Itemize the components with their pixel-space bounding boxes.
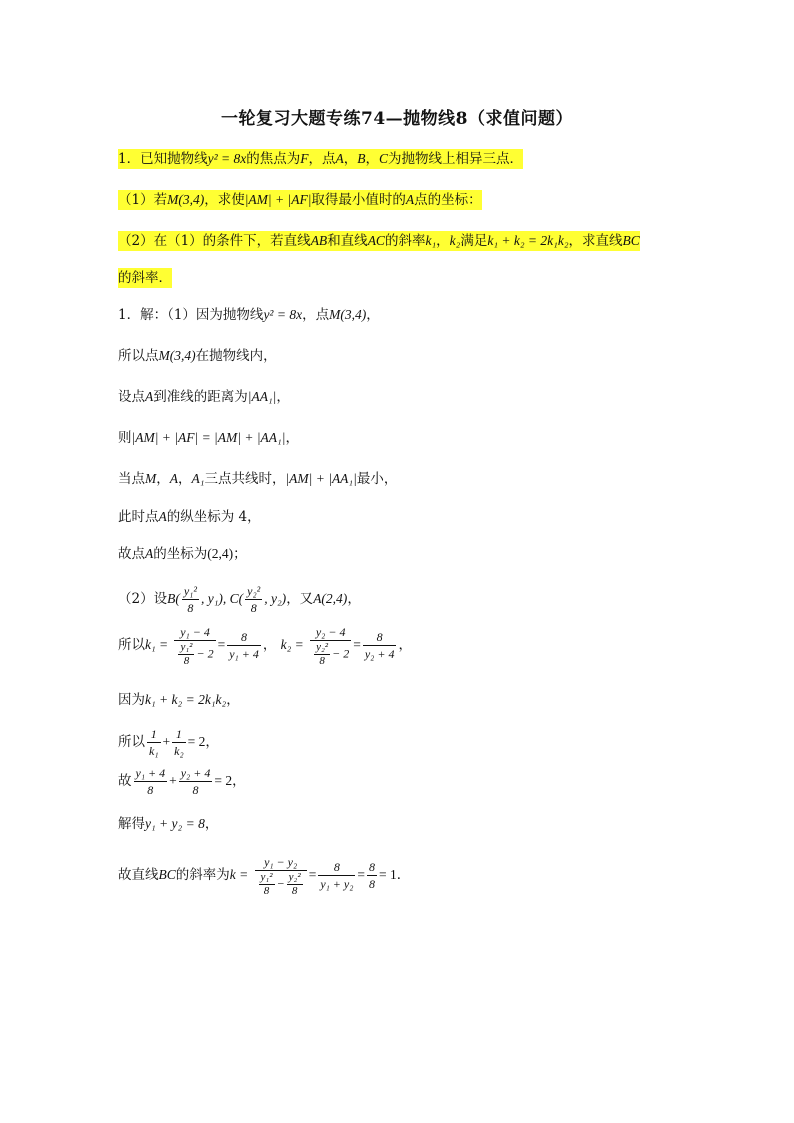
s3-end: ， (276, 389, 290, 405)
problem-intro (118, 149, 523, 169)
fraction-numerator: y₁² (260, 870, 273, 883)
line-ac-label: AC (367, 233, 385, 248)
fraction-denominator: y₁ + y₂ (320, 877, 354, 891)
point-a-label: A (335, 151, 344, 166)
s8-prefix: （2）设 (118, 591, 168, 607)
fraction-numerator: 8 (318, 859, 355, 876)
part2-cond-prefix: 满足 (460, 233, 488, 249)
fraction-denominator (255, 871, 307, 898)
fraction-numerator: y₂ + 4 (180, 766, 211, 780)
solution-step-13 (118, 814, 218, 834)
k2-fraction (310, 624, 351, 668)
part2-slope: 的斜率 (384, 233, 426, 249)
fraction-denominator: y₁ + 4 (229, 647, 259, 661)
focus-label: F (300, 151, 309, 166)
fraction-numerator: 8 (227, 629, 261, 646)
fraction-numerator: 1 (147, 726, 161, 743)
fraction-denominator: 8 (263, 884, 270, 897)
separator: ，点 (308, 151, 336, 167)
fraction-numerator: y₂ − 4 (310, 624, 351, 641)
nested-fraction (178, 641, 194, 668)
equation-rhs: = 2 (214, 773, 233, 788)
solution-step-3 (118, 387, 290, 407)
s3-mid: 到准线的距离为 (153, 389, 248, 405)
fraction-denominator: 8 (319, 654, 325, 667)
b-x-fraction (182, 583, 199, 616)
s12-prefix: 故 (118, 773, 132, 789)
slope-k1: k₁ (425, 233, 437, 248)
solution-step-6 (118, 507, 261, 527)
point-b-open: B( (167, 591, 180, 606)
parabola-equation: y² = 8x (207, 151, 247, 166)
s5-mid: 三点共线时， (204, 471, 286, 487)
minus-two: − 2 (196, 645, 214, 660)
s9-prefix: 所以 (118, 637, 145, 653)
s2-tail: 在抛物线内， (195, 348, 277, 364)
problem-intro-mid: 的焦点为 (246, 151, 301, 167)
point-a-coordinates: (2,4) (207, 546, 234, 561)
point-a-coordinates: A(2,4) (313, 591, 348, 606)
s1-mid: ，点 (302, 307, 330, 323)
equals-sign: = (217, 637, 226, 652)
point-c-tail: , y₂) (264, 591, 287, 606)
nested-fraction (259, 871, 275, 898)
s4-prefix: 则 (118, 430, 132, 446)
s1-prefix: 1．解：（1）因为抛物线 (118, 307, 264, 323)
solution-step-5 (118, 469, 397, 489)
distance-sum-expression: |AM| + |AA₁| (285, 471, 357, 486)
s14-prefix: 故直线 (118, 867, 159, 883)
point-a-label: A (169, 471, 178, 486)
separator: ， (178, 471, 192, 487)
solution-step-4 (118, 428, 299, 448)
s13-end: ， (204, 816, 219, 832)
slope-k2: k₂ = (280, 637, 304, 652)
equation-rhs: = 2 (187, 734, 206, 749)
fraction-denominator (174, 641, 215, 668)
fraction-numerator: y₁ − 4 (174, 624, 215, 641)
solution-step-9 (118, 620, 412, 670)
s11-prefix: 所以 (118, 734, 145, 750)
s4-end: ， (285, 430, 299, 446)
solution-step-11 (118, 722, 219, 762)
separator: ， (365, 151, 379, 167)
part1-mid: ，求使 (204, 192, 245, 208)
part2-prefix: （2）在（1）的条件下，若直线 (118, 233, 311, 249)
fraction-denominator: k₂ (174, 744, 184, 758)
s5-prefix: 当点 (118, 471, 145, 487)
s8-end: ， (347, 591, 361, 607)
separator: ， (436, 233, 450, 249)
equals-sign: = (308, 867, 317, 882)
fraction-numerator: y₁² (183, 584, 197, 598)
line-ab-label: AB (310, 233, 328, 248)
part2-mid: 和直线 (327, 233, 368, 249)
final-result: = 1 (379, 867, 397, 882)
part1-tail: 取得最小值时的 (311, 192, 406, 208)
separator: ， (262, 637, 277, 653)
fraction-numerator: 8 (363, 629, 397, 646)
document-title: 一轮复习大题专练74—抛物线8（求值问题） (221, 109, 573, 129)
s7-prefix: 故点 (118, 546, 145, 562)
fraction-denominator: 8 (183, 654, 190, 667)
part2-tail: ，求直线 (568, 233, 623, 249)
fraction-denominator: y₂ + 4 (364, 647, 395, 661)
k1-simplified (227, 629, 261, 662)
point-b-label: B (357, 151, 366, 166)
s3-prefix: 设点 (118, 389, 145, 405)
minus-sign: − (276, 875, 285, 890)
point-m-label: M (145, 471, 157, 486)
fraction-denominator: k₁ (149, 744, 159, 758)
fraction-numerator: y₂² (316, 640, 329, 653)
plus-sign: + (169, 773, 177, 788)
s5-tail: 最小， (356, 471, 398, 487)
slope-condition: k₁ + k₂ = 2k₁k₂ (145, 692, 227, 707)
fraction-denominator (310, 641, 351, 668)
part1-end: 点的坐标： (414, 192, 482, 208)
fraction-denominator: 8 (369, 877, 376, 891)
problem-part-2-continued (118, 268, 172, 288)
fraction-numerator: y₁ − y₂ (255, 854, 307, 871)
directrix-distance: |AA₁| (247, 389, 277, 404)
fraction-numerator: y₁² (180, 640, 193, 653)
solution-step-2 (118, 346, 277, 366)
point-m: M(3,4) (167, 192, 205, 207)
fraction-numerator: 1 (172, 726, 186, 743)
point-a-label: A (158, 509, 167, 524)
fraction-denominator: 8 (250, 601, 257, 615)
s7-mid: 的坐标为 (153, 546, 208, 562)
part1-prefix: （1）若 (118, 192, 168, 208)
parabola-equation: y² = 8x (263, 307, 303, 322)
solution-step-7 (118, 544, 247, 564)
line-bc-label: BC (622, 233, 640, 248)
distance-equality: |AM| + |AF| = |AM| + |AA₁| (131, 430, 286, 445)
slope-condition: k₁ + k₂ = 2k₁k₂ (487, 233, 569, 248)
problem-intro-prefix: 1．已知抛物线 (118, 151, 208, 167)
bc-slope-fraction (255, 854, 307, 898)
s6-prefix: 此时点 (118, 509, 159, 525)
point-m: M(3,4) (158, 348, 196, 363)
point-c-label: C (379, 151, 389, 166)
plus-sign: + (162, 734, 171, 749)
solution-step-10 (118, 690, 240, 710)
equals-sign: = (353, 637, 361, 652)
s11-end: ， (205, 734, 219, 750)
minus-two: − 2 (332, 645, 350, 660)
s13-prefix: 解得 (118, 816, 145, 832)
point-a1-label: A₁ (191, 471, 205, 486)
problem-part-1 (118, 190, 482, 210)
s12-end: ， (232, 773, 246, 789)
s7-end: ； (233, 546, 247, 562)
reciprocal-k2 (172, 726, 186, 759)
point-a-label: A (405, 192, 415, 207)
distance-sum-expression: |AM| + |AF| (244, 192, 312, 207)
fraction-denominator: 8 (187, 601, 194, 615)
solution-step-12 (118, 761, 246, 801)
fraction-numerator: 8 (369, 860, 376, 874)
k1-fraction (174, 624, 215, 668)
slope-k2: k₂ (449, 233, 461, 248)
point-b-tail: , y₁), C( (200, 591, 244, 606)
s8-mid: ，又 (286, 591, 314, 607)
line-bc-label: BC (158, 867, 176, 882)
bc-slope-value (367, 859, 377, 892)
s6-tail: 的纵坐标为 4， (166, 509, 261, 525)
fraction-denominator: 8 (291, 884, 298, 897)
s2-prefix: 所以点 (118, 348, 159, 364)
c-x-fraction (245, 583, 262, 616)
point-a-label: A (145, 546, 154, 561)
y2-fraction (179, 765, 213, 798)
fraction-denominator: 8 (192, 783, 199, 797)
s10-prefix: 因为 (118, 692, 145, 708)
equals-sign: = (357, 867, 366, 882)
bc-slope-simplified (318, 859, 355, 892)
s14-end: ． (396, 867, 411, 883)
point-a-label: A (145, 389, 154, 404)
s14-mid: 的斜率为 (175, 867, 230, 883)
slope-k: k = (229, 867, 249, 882)
part2-line2: 的斜率． (118, 270, 172, 286)
nested-fraction (314, 641, 330, 668)
fraction-numerator: y₂² (247, 584, 261, 598)
solution-step-1 (118, 305, 380, 325)
solution-step-8 (118, 580, 361, 618)
s10-end: ， (226, 692, 240, 708)
s9-end: ， (398, 637, 412, 653)
fraction-numerator: y₁ + 4 (135, 766, 166, 780)
fraction-numerator: y₂² (288, 870, 301, 883)
y1-fraction (134, 765, 168, 798)
separator: ， (156, 471, 170, 487)
slope-k1: k₁ = (145, 637, 169, 652)
problem-intro-tail: 为抛物线上相异三点． (388, 151, 524, 167)
separator: ， (343, 151, 358, 167)
reciprocal-k1 (147, 726, 161, 759)
k2-simplified (363, 629, 397, 662)
s1-end: ， (366, 307, 380, 323)
problem-part-2 (118, 231, 640, 251)
y-sum-result: y₁ + y₂ = 8 (145, 816, 205, 831)
nested-fraction (287, 871, 303, 898)
solution-step-14 (118, 845, 410, 905)
point-m: M(3,4) (329, 307, 367, 322)
fraction-denominator: 8 (147, 783, 154, 797)
